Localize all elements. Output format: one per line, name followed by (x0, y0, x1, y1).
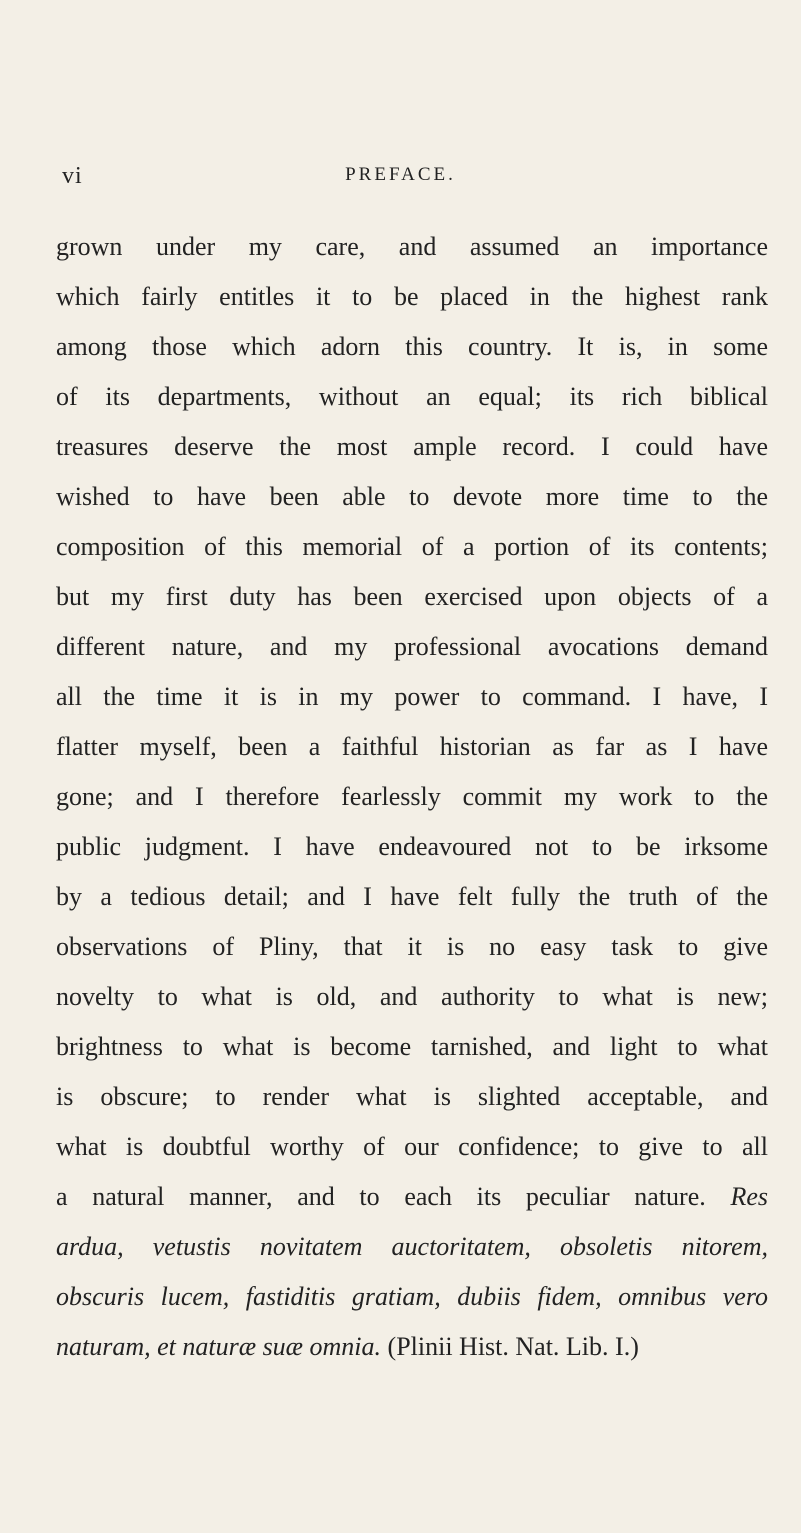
latin-quotation-line: ardua, vetustis novitatem auctoritatem, obsoletis nitorem, (56, 1232, 768, 1261)
text-line: treasures deserve the most ample record. I could have (56, 432, 768, 461)
text-line: what is doubtful worthy of our confidence; to give to all (56, 1132, 768, 1161)
text-line: flatter myself, been a faithful historian as far as I have (56, 732, 768, 761)
text-line: but my first duty has been exercised upon objects of a (56, 582, 768, 611)
running-head: PREFACE. (345, 164, 456, 185)
text-line (56, 1322, 768, 1372)
text-line: of its departments, without an equal; its rich biblical (56, 382, 768, 411)
text-run: a natural manner, and to each its peculiar nature. (56, 1182, 731, 1211)
latin-quotation: Res (730, 1182, 768, 1211)
text-line: is obscure; to render what is slighted acceptable, and (56, 1082, 768, 1111)
text-line: all the time it is in my power to command. I have, I (56, 682, 768, 711)
text-line: by a tedious detail; and I have felt fully the truth of the (56, 882, 768, 911)
text-line: public judgment. I have endeavoured not to be irksome (56, 832, 768, 861)
text-line (56, 1172, 768, 1222)
text-line: among those which adorn this country. It is, in some (56, 332, 768, 361)
text-line: different nature, and my professional avocations demand (56, 632, 768, 661)
citation: (Plinii Hist. Nat. Lib. I.) (381, 1332, 639, 1361)
text-line: observations of Pliny, that it is no easy task to give (56, 932, 768, 961)
text-line: gone; and I therefore fearlessly commit my work to the (56, 782, 768, 811)
text-line: composition of this memorial of a portion of its contents; (56, 532, 768, 561)
text-line: which fairly entitles it to be placed in the highest rank (56, 282, 768, 311)
text-line: grown under my care, and assumed an importance (56, 232, 768, 261)
text-line: brightness to what is become tarnished, and light to what (56, 1032, 768, 1061)
latin-quotation-line: obscuris lucem, fastiditis gratiam, dubiis fidem, omnibus vero (56, 1282, 768, 1311)
page-number: vi (62, 163, 83, 189)
latin-quotation: naturam, et naturæ suæ omnia. (56, 1332, 382, 1361)
body-text (56, 222, 768, 1372)
text-line: wished to have been able to devote more time to the (56, 482, 768, 511)
text-line: novelty to what is old, and authority to what is new; (56, 982, 768, 1011)
